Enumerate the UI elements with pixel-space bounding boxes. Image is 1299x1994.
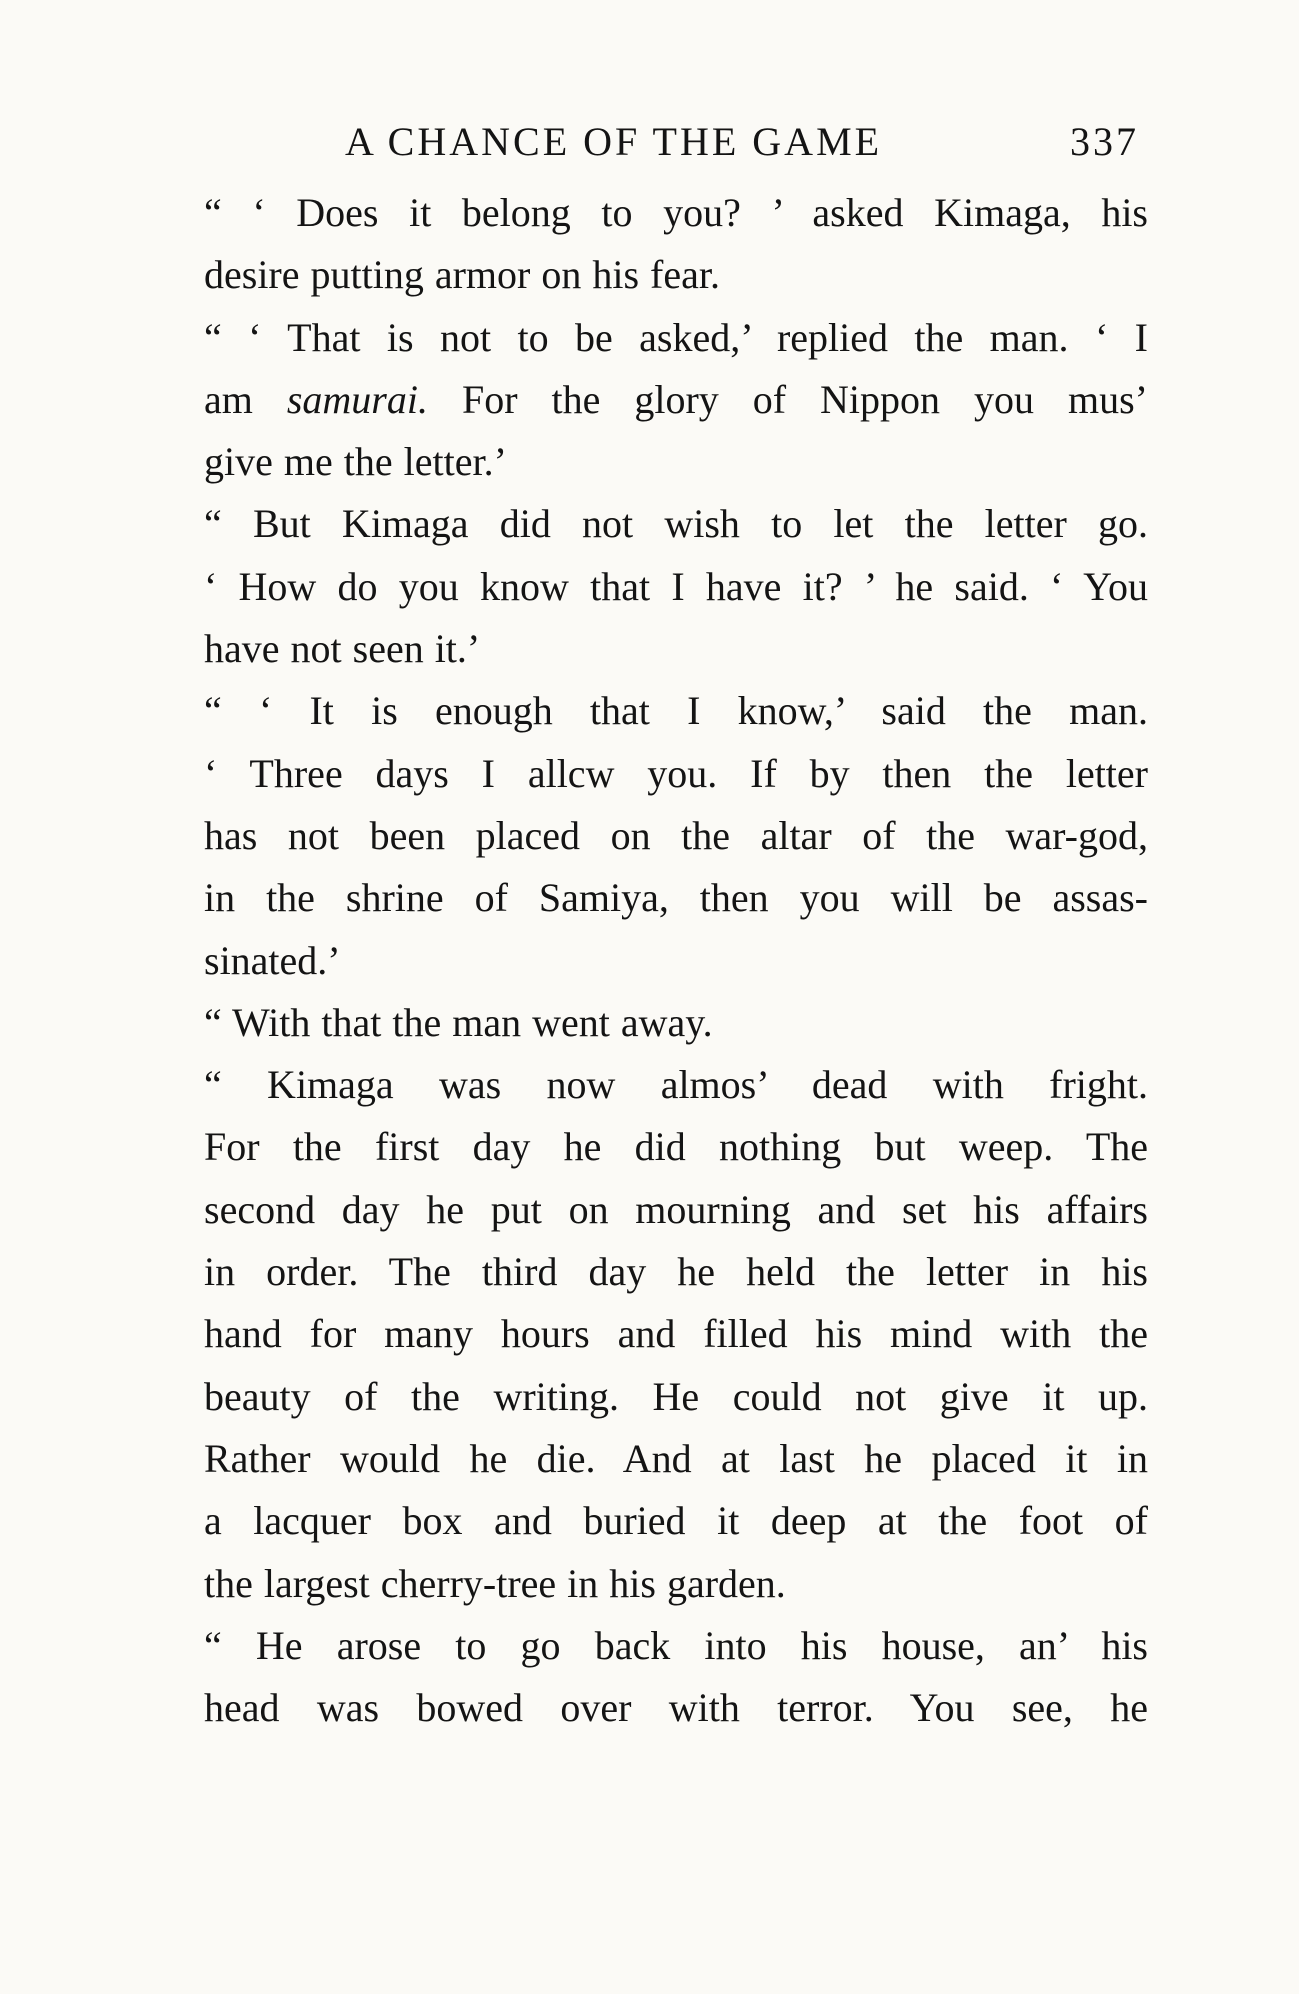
text-line: desire putting armor on his fear. xyxy=(204,252,720,298)
text-line: a lacquer box and buried it deep at the foot of xyxy=(204,1498,1148,1544)
text-line: ‘ How do you know that I have it? ’ he said. ‘ You xyxy=(204,563,1148,609)
text-line: “ He arose to go back into his house, an’ his xyxy=(204,1622,1148,1668)
text-line: “ ‘ Does it belong to you? ’ asked Kimaga, his xyxy=(204,190,1148,235)
running-head xyxy=(345,112,1145,172)
text-line: Rather would he die. And at last he placed it in xyxy=(204,1435,1148,1481)
italic-word: samurai. xyxy=(286,376,428,422)
text-line: For the first day he did nothing but weep. The xyxy=(204,1124,1148,1170)
text-line: beauty of the writing. He could not give it up. xyxy=(204,1373,1148,1419)
body-text xyxy=(204,182,1148,1739)
text-line: head was bowed over with terror. You see, he xyxy=(204,1685,1148,1731)
text-line: “ Kimaga was now almos’ dead with fright. xyxy=(204,1062,1148,1108)
text-line: “ ‘ That is not to be asked,’ replied the man. ‘ I xyxy=(204,314,1148,360)
text-line: hand for many hours and filled his mind with the xyxy=(204,1311,1148,1357)
text-line: the largest cherry-tree in his garden. xyxy=(204,1560,786,1606)
text-line: in the shrine of Samiya, then you will be assas- xyxy=(204,875,1148,921)
text-line: in order. The third day he held the letter in his xyxy=(204,1249,1148,1295)
text-line: give me the letter.’ xyxy=(204,439,507,485)
text-line: “ With that the man went away. xyxy=(204,999,713,1045)
page-number: 337 xyxy=(1070,119,1139,164)
text-line: “ But Kimaga did not wish to let the letter go. xyxy=(204,501,1148,547)
text-line: have not seen it.’ xyxy=(204,626,481,672)
text-line: am samurai. For the glory of Nippon you mus’ xyxy=(204,376,1148,422)
text-line: sinated.’ xyxy=(204,937,341,983)
running-head-title: A CHANCE OF THE GAME xyxy=(345,119,883,164)
text-line: second day he put on mourning and set his affairs xyxy=(204,1186,1148,1232)
text-line: “ ‘ It is enough that I know,’ said the man. xyxy=(204,688,1148,734)
text-line: has not been placed on the altar of the war-god, xyxy=(204,812,1148,858)
text-line: ‘ Three days I allcw you. If by then the letter xyxy=(204,750,1148,796)
